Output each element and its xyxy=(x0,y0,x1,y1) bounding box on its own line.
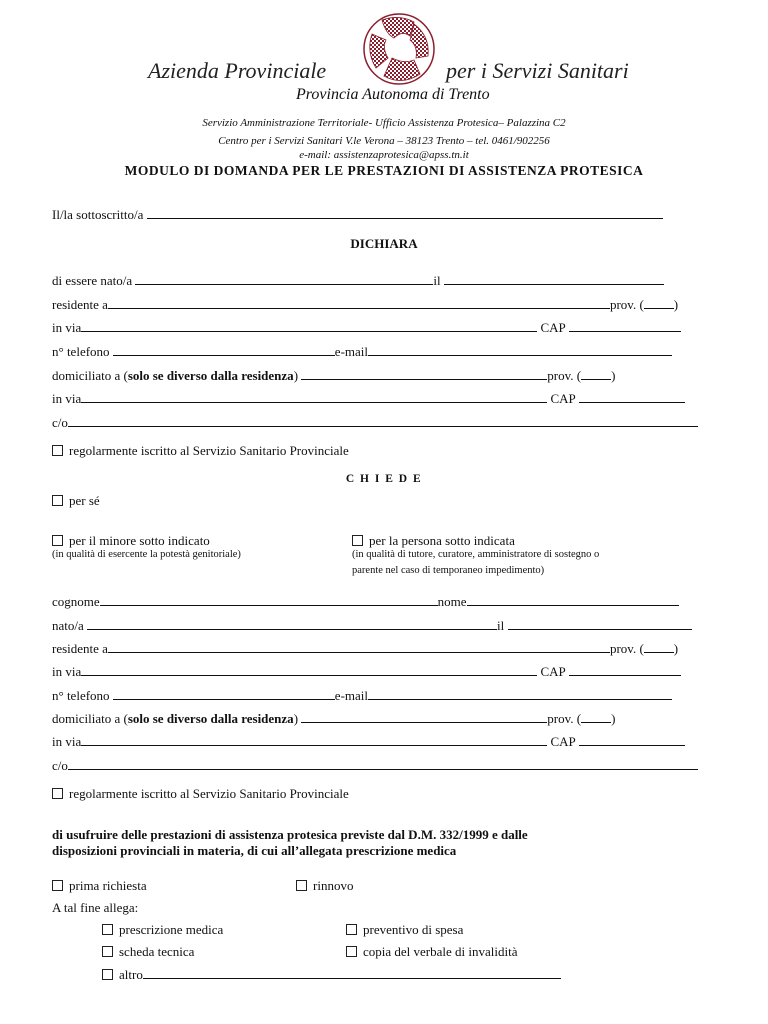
address-line: Centro per i Servizi Sanitari V.le Verona – 38123 Trento – tel. 0461/902256 xyxy=(218,135,550,147)
label-co: c/o xyxy=(52,415,68,430)
label-nome: nome xyxy=(437,594,467,609)
label-residente: residente a xyxy=(52,297,108,312)
field-prov-2[interactable] xyxy=(581,367,611,380)
label-residente-2: residente a xyxy=(52,641,108,656)
row-co xyxy=(52,414,698,431)
label-prov-2: prov. ( xyxy=(547,368,582,383)
field-via-4[interactable] xyxy=(81,733,547,746)
checkbox-iscritto-2[interactable] xyxy=(52,788,63,799)
row-prima-richiesta xyxy=(52,878,147,894)
row-telefono-2 xyxy=(52,687,672,704)
label-prov-close-3: ) xyxy=(673,641,679,656)
org-name-right: per i Servizi Sanitari xyxy=(446,58,629,83)
row-altro xyxy=(102,966,561,983)
label-il: il xyxy=(433,273,441,288)
field-cap-4[interactable] xyxy=(579,733,685,746)
row-sottoscritto xyxy=(52,206,663,223)
label-cognome: cognome xyxy=(52,594,100,609)
label-prescrizione: prescrizione medica xyxy=(119,922,224,937)
label-prov-close: ) xyxy=(673,297,679,312)
row-via xyxy=(52,319,681,336)
service-line: Servizio Amministrazione Territoriale- Ufficio Assistenza Protesica– Palazzina C2 xyxy=(202,117,566,129)
label-prov-3: prov. ( xyxy=(609,641,644,656)
field-data-nascita[interactable] xyxy=(444,272,664,285)
field-co-2[interactable] xyxy=(68,757,698,770)
label-sottoscritto: Il/la sottoscritto/a xyxy=(52,207,144,222)
label-domiciliato-bold: solo se diverso dalla residenza xyxy=(127,368,294,383)
label-domiciliato: domiciliato a ( xyxy=(52,368,128,383)
field-data-nascita-2[interactable] xyxy=(508,617,692,630)
label-via-2: in via xyxy=(52,391,82,406)
label-prov-4: prov. ( xyxy=(547,711,582,726)
checkbox-preventivo[interactable] xyxy=(346,924,357,935)
usufruire-line-1: di usufruire delle prestazioni di assistenza protesica previste dal D.M. 332/1999 e dalle xyxy=(52,827,528,842)
field-luogo-nascita[interactable] xyxy=(135,272,433,285)
row-iscritto-2 xyxy=(52,786,349,802)
chiede-heading: C H I E D E xyxy=(345,473,423,485)
field-email[interactable] xyxy=(368,343,672,356)
field-residente[interactable] xyxy=(108,296,610,309)
field-altro[interactable] xyxy=(143,966,561,979)
field-prov-4[interactable] xyxy=(581,710,611,723)
field-cap[interactable] xyxy=(569,319,681,332)
label-allega: A tal fine allega: xyxy=(52,900,139,915)
checkbox-verbale[interactable] xyxy=(346,946,357,957)
field-prov-3[interactable] xyxy=(644,640,674,653)
field-sottoscritto[interactable] xyxy=(147,206,663,219)
field-cognome[interactable] xyxy=(100,593,438,606)
row-verbale xyxy=(346,944,518,960)
row-domiciliato xyxy=(52,367,615,384)
form-title: MODULO DI DOMANDA PER LE PRESTAZIONI DI ASSISTENZA PROTESICA xyxy=(124,163,644,178)
label-cap-4: CAP xyxy=(550,734,576,749)
label-co-2: c/o xyxy=(52,758,68,773)
checkbox-per-minore[interactable] xyxy=(52,535,63,546)
field-residente-2[interactable] xyxy=(108,640,610,653)
label-prov-close-4: ) xyxy=(611,711,616,726)
field-luogo-nascita-2[interactable] xyxy=(87,617,497,630)
row-iscritto xyxy=(52,443,349,459)
checkbox-altro[interactable] xyxy=(102,969,113,980)
label-prima-richiesta: prima richiesta xyxy=(69,878,147,893)
label-per-minore: per il minore sotto indicato xyxy=(69,533,210,548)
label-via-3: in via xyxy=(52,664,82,679)
row-preventivo xyxy=(346,922,463,938)
field-prov[interactable] xyxy=(644,296,674,309)
row-residente xyxy=(52,296,678,313)
row-per-se xyxy=(52,493,100,509)
label-via-4: in via xyxy=(52,734,82,749)
field-domicilio-2[interactable] xyxy=(301,710,547,723)
label-il-2: il xyxy=(497,618,505,633)
field-via-3[interactable] xyxy=(81,663,537,676)
field-telefono[interactable] xyxy=(113,343,335,356)
label-rinnovo: rinnovo xyxy=(313,878,354,893)
checkbox-iscritto[interactable] xyxy=(52,445,63,456)
row-co-2 xyxy=(52,757,698,774)
note-per-persona-2: parente nel caso di temporaneo impedimento) xyxy=(352,565,545,576)
checkbox-scheda[interactable] xyxy=(102,946,113,957)
row-via-2 xyxy=(52,390,685,407)
label-telefono: n° telefono xyxy=(52,344,110,359)
dichiara-heading: DICHIARA xyxy=(350,236,418,251)
field-co[interactable] xyxy=(68,414,698,427)
row-telefono xyxy=(52,343,672,360)
note-per-persona-1: (in qualità di tutore, curatore, amministratore di sostegno o xyxy=(352,549,600,560)
label-verbale: copia del verbale di invalidità xyxy=(363,944,518,959)
row-residente-2 xyxy=(52,640,678,657)
email-line: e-mail: assistenzaprotesica@apss.tn.it xyxy=(299,149,469,161)
row-per-persona xyxy=(352,533,515,549)
province-name: Provincia Autonoma di Trento xyxy=(296,86,490,103)
org-name-left: Azienda Provinciale xyxy=(148,58,327,83)
row-via-3 xyxy=(52,663,681,680)
apss-logo xyxy=(362,12,436,86)
usufruire-line-2: disposizioni provinciali in materia, di cui all’allegata prescrizione medica xyxy=(52,843,457,858)
label-altro: altro xyxy=(119,967,143,982)
row-scheda xyxy=(102,944,194,960)
label-cap-2: CAP xyxy=(550,391,576,406)
row-nato-2 xyxy=(52,617,692,634)
label-cap-3: CAP xyxy=(540,664,566,679)
field-email-2[interactable] xyxy=(368,687,672,700)
field-via[interactable] xyxy=(81,319,537,332)
checkbox-prima-richiesta[interactable] xyxy=(52,880,63,891)
label-domiciliato-close: ) xyxy=(293,368,299,383)
checkbox-prescrizione[interactable] xyxy=(102,924,113,935)
label-nato-2: nato/a xyxy=(52,618,84,633)
label-domiciliato-bold-2: solo se diverso dalla residenza xyxy=(127,711,294,726)
checkbox-rinnovo[interactable] xyxy=(296,880,307,891)
field-telefono-2[interactable] xyxy=(113,687,335,700)
label-cap: CAP xyxy=(540,320,566,335)
label-scheda: scheda tecnica xyxy=(119,944,195,959)
label-preventivo: preventivo di spesa xyxy=(363,922,464,937)
field-nome[interactable] xyxy=(467,593,679,606)
label-telefono-2: n° telefono xyxy=(52,688,110,703)
checkbox-per-persona[interactable] xyxy=(352,535,363,546)
label-nato: di essere nato/a xyxy=(52,273,133,288)
checkbox-per-se[interactable] xyxy=(52,495,63,506)
field-via-2[interactable] xyxy=(81,390,547,403)
row-rinnovo xyxy=(296,878,353,894)
row-nato xyxy=(52,272,664,289)
row-prescrizione xyxy=(102,922,223,938)
label-per-persona: per la persona sotto indicata xyxy=(369,533,515,548)
note-per-minore: (in qualità di esercente la potestà genitoriale) xyxy=(52,549,241,560)
label-email-2: e-mail xyxy=(334,688,369,703)
row-domiciliato-2 xyxy=(52,710,615,727)
field-domicilio[interactable] xyxy=(301,367,547,380)
label-domiciliato-2: domiciliato a ( xyxy=(52,711,128,726)
label-prov-close-2: ) xyxy=(611,368,616,383)
label-prov: prov. ( xyxy=(609,297,644,312)
label-iscritto-2: regolarmente iscritto al Servizio Sanitario Provinciale xyxy=(69,786,349,801)
label-email: e-mail xyxy=(334,344,369,359)
row-cognome xyxy=(52,593,679,610)
label-iscritto: regolarmente iscritto al Servizio Sanitario Provinciale xyxy=(69,443,349,458)
label-via: in via xyxy=(52,320,82,335)
field-cap-3[interactable] xyxy=(569,663,681,676)
label-per-se: per sé xyxy=(69,493,100,508)
field-cap-2[interactable] xyxy=(579,390,685,403)
row-via-4 xyxy=(52,733,685,750)
label-domiciliato-close-2: ) xyxy=(293,711,299,726)
row-per-minore xyxy=(52,533,210,549)
